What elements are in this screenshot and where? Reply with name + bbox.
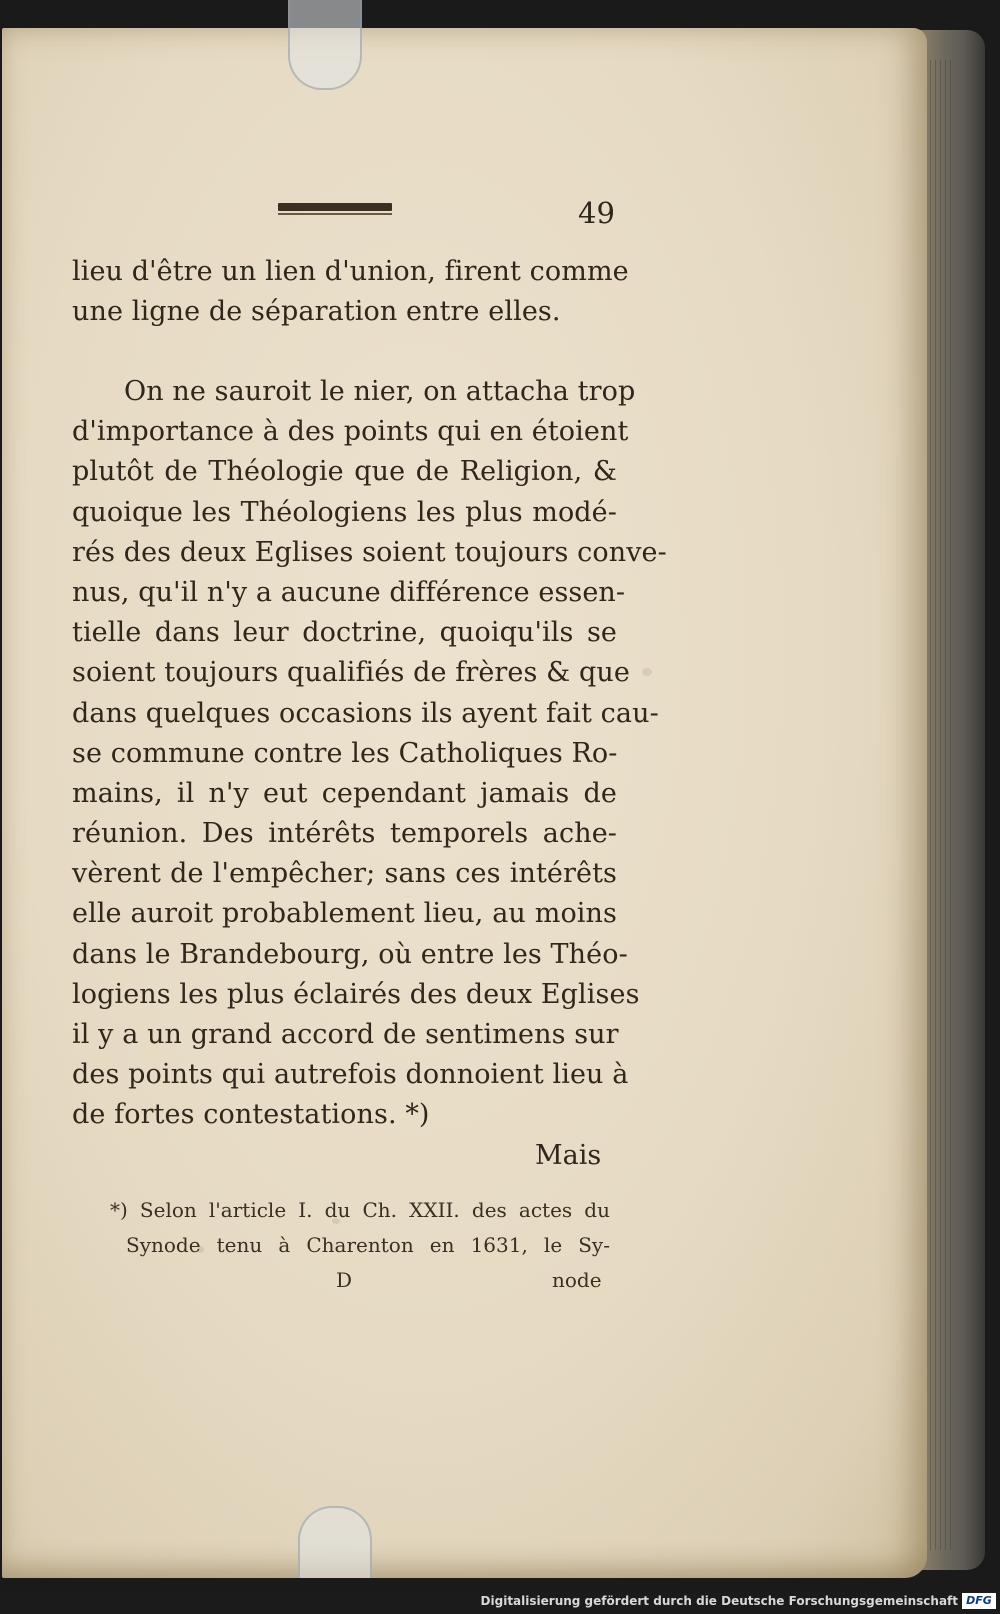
text-line: vèrent de l'empêcher; sans ces intérêts [72, 858, 617, 890]
footnote-line: Synode tenu à Charenton en 1631, le Sy- [126, 1233, 610, 1257]
text-line: une ligne de séparation entre elles. [72, 296, 561, 328]
paragraph-main [72, 372, 667, 1136]
text-line: de fortes contestations. *) [72, 1099, 430, 1131]
paragraph-continuation [72, 252, 629, 332]
text-line: dans quelques occasions ils ayent fait cau- [72, 697, 659, 729]
text-line: nus, qu'il n'y a aucune différence essen- [72, 576, 626, 608]
text-line: plutôt de Théologie que de Religion, & [72, 456, 617, 488]
text-line: tielle dans leur doctrine, quoiqu'ils se [72, 617, 617, 649]
footnote-line: *) Selon l'article I. du Ch. XXII. des actes du [110, 1198, 610, 1222]
catchword: Mais [535, 1140, 602, 1171]
text-line: On ne sauroit le nier, on attacha trop [124, 376, 636, 407]
text-line: logiens les plus éclairés des deux Eglises [72, 978, 640, 1010]
footnote-catchword: node [552, 1268, 602, 1292]
page-number: 49 [578, 196, 615, 230]
digitization-credit: Digitalisierung gefördert durch die Deutsche Forschungsgemeinschaft [480, 1594, 958, 1608]
text-line: quoique les Théologiens les plus modé- [72, 496, 617, 528]
signature-mark: D [336, 1268, 353, 1292]
text-line: rés des deux Eglises soient toujours conve- [72, 536, 667, 568]
text-line: lieu d'être un lien d'union, firent comme [72, 256, 629, 287]
footnote [110, 1193, 610, 1263]
text-line: soient toujours qualifiés de frères & que [72, 657, 630, 689]
text-line: elle auroit probablement lieu, au moins [72, 898, 617, 930]
text-line: se commune contre les Catholiques Ro- [72, 737, 618, 769]
text-line: réunion. Des intérêts temporels ache- [72, 818, 617, 850]
text-line: d'importance à des points qui en étoient [72, 416, 629, 448]
header-rule [278, 203, 392, 211]
text-line: il y a un grand accord de sentimens sur [72, 1019, 619, 1050]
scanner-clip-bottom [298, 1506, 372, 1578]
text-line: mains, il n'y eut cependant jamais de [72, 777, 617, 809]
text-line: des points qui autrefois donnoient lieu à [72, 1059, 629, 1091]
scanner-clip-top [288, 0, 362, 90]
text-line: dans le Brandebourg, où entre les Théo- [72, 938, 628, 970]
paper-spot [642, 668, 652, 676]
dfg-logo-icon: DFG [962, 1593, 996, 1609]
